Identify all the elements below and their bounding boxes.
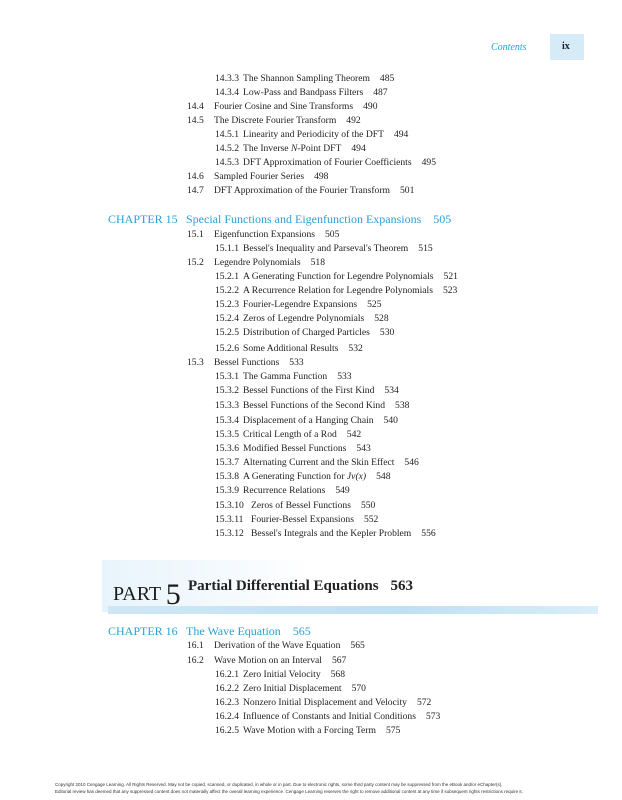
toc-entry — [215, 697, 431, 709]
section-page: 487 — [373, 87, 388, 98]
page-number: ix — [562, 41, 570, 52]
section-page: 525 — [367, 299, 382, 310]
section-title: Influence of Constants and Initial Conditions — [243, 711, 416, 722]
section-title: The Shannon Sampling Theorem — [243, 73, 370, 84]
section-page: 490 — [363, 101, 378, 112]
section-title: Zeros of Legendre Polynomials — [243, 313, 365, 324]
section-page: 549 — [335, 485, 350, 496]
section-number: 16.2.2 — [215, 683, 239, 694]
toc-entry — [187, 115, 361, 127]
section-page: 538 — [395, 400, 410, 411]
section-page: 485 — [379, 73, 395, 84]
section-number: 15.3.8 — [215, 471, 239, 482]
section-page: 515 — [418, 243, 433, 254]
section-title: -Point DFT — [297, 143, 342, 154]
section-page: 567 — [331, 655, 347, 666]
section-page: 494 — [393, 129, 409, 140]
section-title: Some Additional Results — [243, 343, 339, 354]
toc-entry — [215, 371, 352, 383]
section-title: Modified Bessel Functions — [243, 443, 347, 454]
section-number: 14.3.3 — [215, 73, 239, 84]
section-title: Eigenfunction Expansions — [214, 229, 315, 240]
section-title: Wave Motion on an Interval — [214, 655, 322, 666]
section-title: Distribution of Charged Particles — [243, 327, 370, 338]
toc-entry — [187, 257, 325, 269]
section-title: A Generating Function for — [243, 471, 347, 482]
section-number: 15.3.4 — [215, 415, 239, 426]
toc-entry — [215, 485, 350, 497]
chapter-label: CHAPTER 15 — [108, 212, 178, 226]
toc-entry — [215, 443, 371, 455]
toc-entry — [187, 185, 414, 197]
section-number: 15.2.6 — [215, 343, 239, 354]
section-page: 542 — [346, 429, 362, 440]
toc-entry — [215, 400, 409, 412]
section-title: Zero Initial Displacement — [243, 683, 342, 694]
section-title: Fourier-Bessel Expansions — [251, 514, 354, 525]
section-title: Zero Initial Velocity — [243, 669, 321, 680]
section-number: 14.5 — [187, 115, 204, 126]
toc-entry — [187, 640, 365, 652]
section-number: 16.2.1 — [215, 669, 239, 680]
section-page: 523 — [442, 285, 458, 296]
section-number: 15.1.1 — [215, 243, 239, 254]
section-page: 565 — [350, 640, 365, 651]
part-title — [188, 578, 413, 595]
section-page: 534 — [384, 385, 399, 396]
part-label — [113, 574, 181, 611]
chapter-label: CHAPTER 16 — [108, 624, 178, 638]
section-page: 572 — [416, 697, 432, 708]
toc-entry — [215, 725, 400, 737]
toc-entry — [215, 285, 457, 297]
toc-entry — [215, 385, 399, 397]
toc-entry — [215, 143, 366, 155]
section-number: 15.2 — [187, 257, 204, 268]
section-page: 540 — [383, 415, 398, 426]
section-page: 556 — [421, 528, 436, 539]
part-title-text: Partial Differential Equations — [188, 578, 379, 594]
toc-entry — [215, 157, 436, 169]
chapter-15-heading — [108, 212, 451, 227]
section-title: Fourier Cosine and Sine Transforms — [214, 101, 354, 112]
section-number: 14.5.1 — [215, 129, 239, 140]
section-number: 15.2.2 — [215, 285, 239, 296]
section-title: Bessel Functions of the Second Kind — [243, 400, 386, 411]
section-title: A Recurrence Relation for Legendre Polynomials — [243, 285, 433, 296]
section-page: 528 — [374, 313, 389, 324]
section-number: 16.1 — [187, 640, 204, 651]
math-expression: Jν(x) — [346, 471, 367, 482]
section-page: 494 — [351, 143, 366, 154]
section-page: 573 — [425, 711, 441, 722]
section-title: DFT Approximation of Fourier Coefficients — [243, 157, 412, 168]
section-page: 548 — [376, 471, 391, 482]
section-number: 16.2 — [187, 655, 204, 666]
toc-entry — [187, 171, 328, 183]
section-number: 14.5.2 — [215, 143, 239, 154]
chapter-title: The Wave Equation — [186, 624, 281, 638]
toc-entry — [215, 429, 361, 441]
section-page: 518 — [310, 257, 325, 268]
section-title: Wave Motion with a Forcing Term — [243, 725, 376, 736]
copyright-line-1: Copyright 2010 Cengage Learning. All Rights Reserved. May not be copied, scanned, or duplicated, in whole or in part. Due to electronic rights, some third party content may be suppressed from the eBook and/or eChapter(s). — [55, 782, 503, 787]
toc-entry — [215, 243, 433, 255]
section-number: 15.3.12 — [215, 528, 244, 539]
toc-entry — [215, 457, 419, 469]
chapter-page: 505 — [433, 212, 452, 226]
section-number: 14.6 — [187, 171, 204, 182]
toc-entry — [187, 229, 339, 241]
section-page: 533 — [289, 357, 304, 368]
section-number: 15.3.10 — [215, 500, 244, 511]
section-number: 14.4 — [187, 101, 204, 112]
copyright-line-2: Editorial review has deemed that any suppressed content does not materially affect the overall learning experience. Cengage Learning reserves the right to remove additional content at any time if subsequent rights restrictions require it. — [55, 789, 523, 794]
section-title: Bessel Functions — [214, 357, 280, 368]
section-title: Bessel Functions of the First Kind — [243, 385, 375, 396]
section-page: 568 — [330, 669, 346, 680]
toc-entry — [215, 683, 366, 695]
section-number: 15.3.7 — [215, 457, 239, 468]
section-number: 16.2.3 — [215, 697, 239, 708]
section-page: 495 — [421, 157, 436, 168]
toc-entry — [215, 711, 440, 723]
chapter-page: 565 — [292, 624, 311, 638]
section-page: 550 — [360, 500, 376, 511]
running-header-title: Contents — [491, 42, 527, 53]
section-title: Sampled Fourier Series — [214, 171, 305, 182]
section-title: Fourier-Legendre Expansions — [243, 299, 358, 310]
section-page: 552 — [363, 514, 379, 525]
section-page: 498 — [314, 171, 329, 182]
section-title: A Generating Function for Legendre Polynomials — [243, 271, 434, 282]
section-page: 543 — [356, 443, 371, 454]
section-title: Bessel's Inequality and Parseval's Theorem — [243, 243, 409, 254]
section-page: 575 — [385, 725, 401, 736]
section-number: 16.2.5 — [215, 725, 239, 736]
section-number: 15.3.6 — [215, 443, 239, 454]
section-page: 501 — [399, 185, 415, 196]
section-number: 14.5.3 — [215, 157, 239, 168]
toc-entry — [215, 669, 345, 681]
section-number: 15.3 — [187, 357, 204, 368]
section-page: 530 — [379, 327, 395, 338]
section-number: 16.2.4 — [215, 711, 239, 722]
toc-entry — [215, 415, 398, 427]
section-page: 521 — [443, 271, 458, 282]
toc-entry — [215, 327, 394, 339]
section-title: Displacement of a Hanging Chain — [243, 415, 374, 426]
toc-entry — [215, 528, 436, 540]
section-title: Nonzero Initial Displacement and Velocity — [243, 697, 407, 708]
section-number: 15.3.9 — [215, 485, 239, 496]
toc-entry — [215, 313, 389, 325]
toc-entry — [187, 101, 378, 113]
section-title: Critical Length of a Rod — [243, 429, 337, 440]
math-variable: N — [290, 143, 298, 154]
chapter-title: Special Functions and Eigenfunction Expansions — [186, 212, 422, 226]
section-title: Low-Pass and Bandpass Filters — [243, 87, 364, 98]
section-title: The Gamma Function — [243, 371, 328, 382]
section-number: 15.2.3 — [215, 299, 239, 310]
part-number: 5 — [165, 578, 181, 611]
section-title: Linearity and Periodicity of the DFT — [243, 129, 384, 140]
toc-entry — [215, 129, 408, 141]
section-title: Bessel's Integrals and the Kepler Problem — [251, 528, 412, 539]
section-page: 505 — [324, 229, 340, 240]
section-title: Legendre Polynomials — [214, 257, 301, 268]
toc-entry — [215, 73, 394, 85]
section-number: 14.7 — [187, 185, 204, 196]
chapter-16-heading — [108, 624, 311, 639]
part-banner-stripe — [108, 606, 598, 614]
section-title: DFT Approximation of the Fourier Transform — [214, 185, 390, 196]
section-number: 15.2.1 — [215, 271, 239, 282]
toc-entry — [215, 471, 390, 483]
part-word: PART — [113, 583, 161, 605]
section-number: 15.2.4 — [215, 313, 239, 324]
section-title: The Discrete Fourier Transform — [214, 115, 337, 126]
toc-entry — [215, 500, 375, 512]
section-page: 533 — [337, 371, 352, 382]
section-number: 15.3.3 — [215, 400, 239, 411]
section-page: 532 — [348, 343, 363, 354]
section-page: 546 — [404, 457, 419, 468]
section-title: The Inverse — [243, 143, 291, 154]
toc-entry — [215, 299, 382, 311]
section-number: 15.3.11 — [215, 514, 244, 525]
section-page: 570 — [351, 683, 366, 694]
section-title: Recurrence Relations — [243, 485, 326, 496]
toc-entry — [215, 514, 378, 526]
section-number: 14.3.4 — [215, 87, 239, 98]
toc-entry — [187, 655, 346, 667]
section-number: 15.3.1 — [215, 371, 239, 382]
section-title: Zeros of Bessel Functions — [251, 500, 351, 511]
toc-entry — [187, 357, 304, 369]
toc-entry — [215, 271, 458, 283]
section-title: Derivation of the Wave Equation — [214, 640, 341, 651]
section-number: 15.3.5 — [215, 429, 239, 440]
part-page: 563 — [390, 578, 414, 594]
section-number: 15.3.2 — [215, 385, 239, 396]
section-number: 15.2.5 — [215, 327, 239, 338]
section-page: 492 — [346, 115, 361, 126]
section-title: Alternating Current and the Skin Effect — [243, 457, 395, 468]
toc-entry — [215, 343, 363, 355]
toc-entry — [215, 87, 388, 99]
section-number: 15.1 — [187, 229, 204, 240]
